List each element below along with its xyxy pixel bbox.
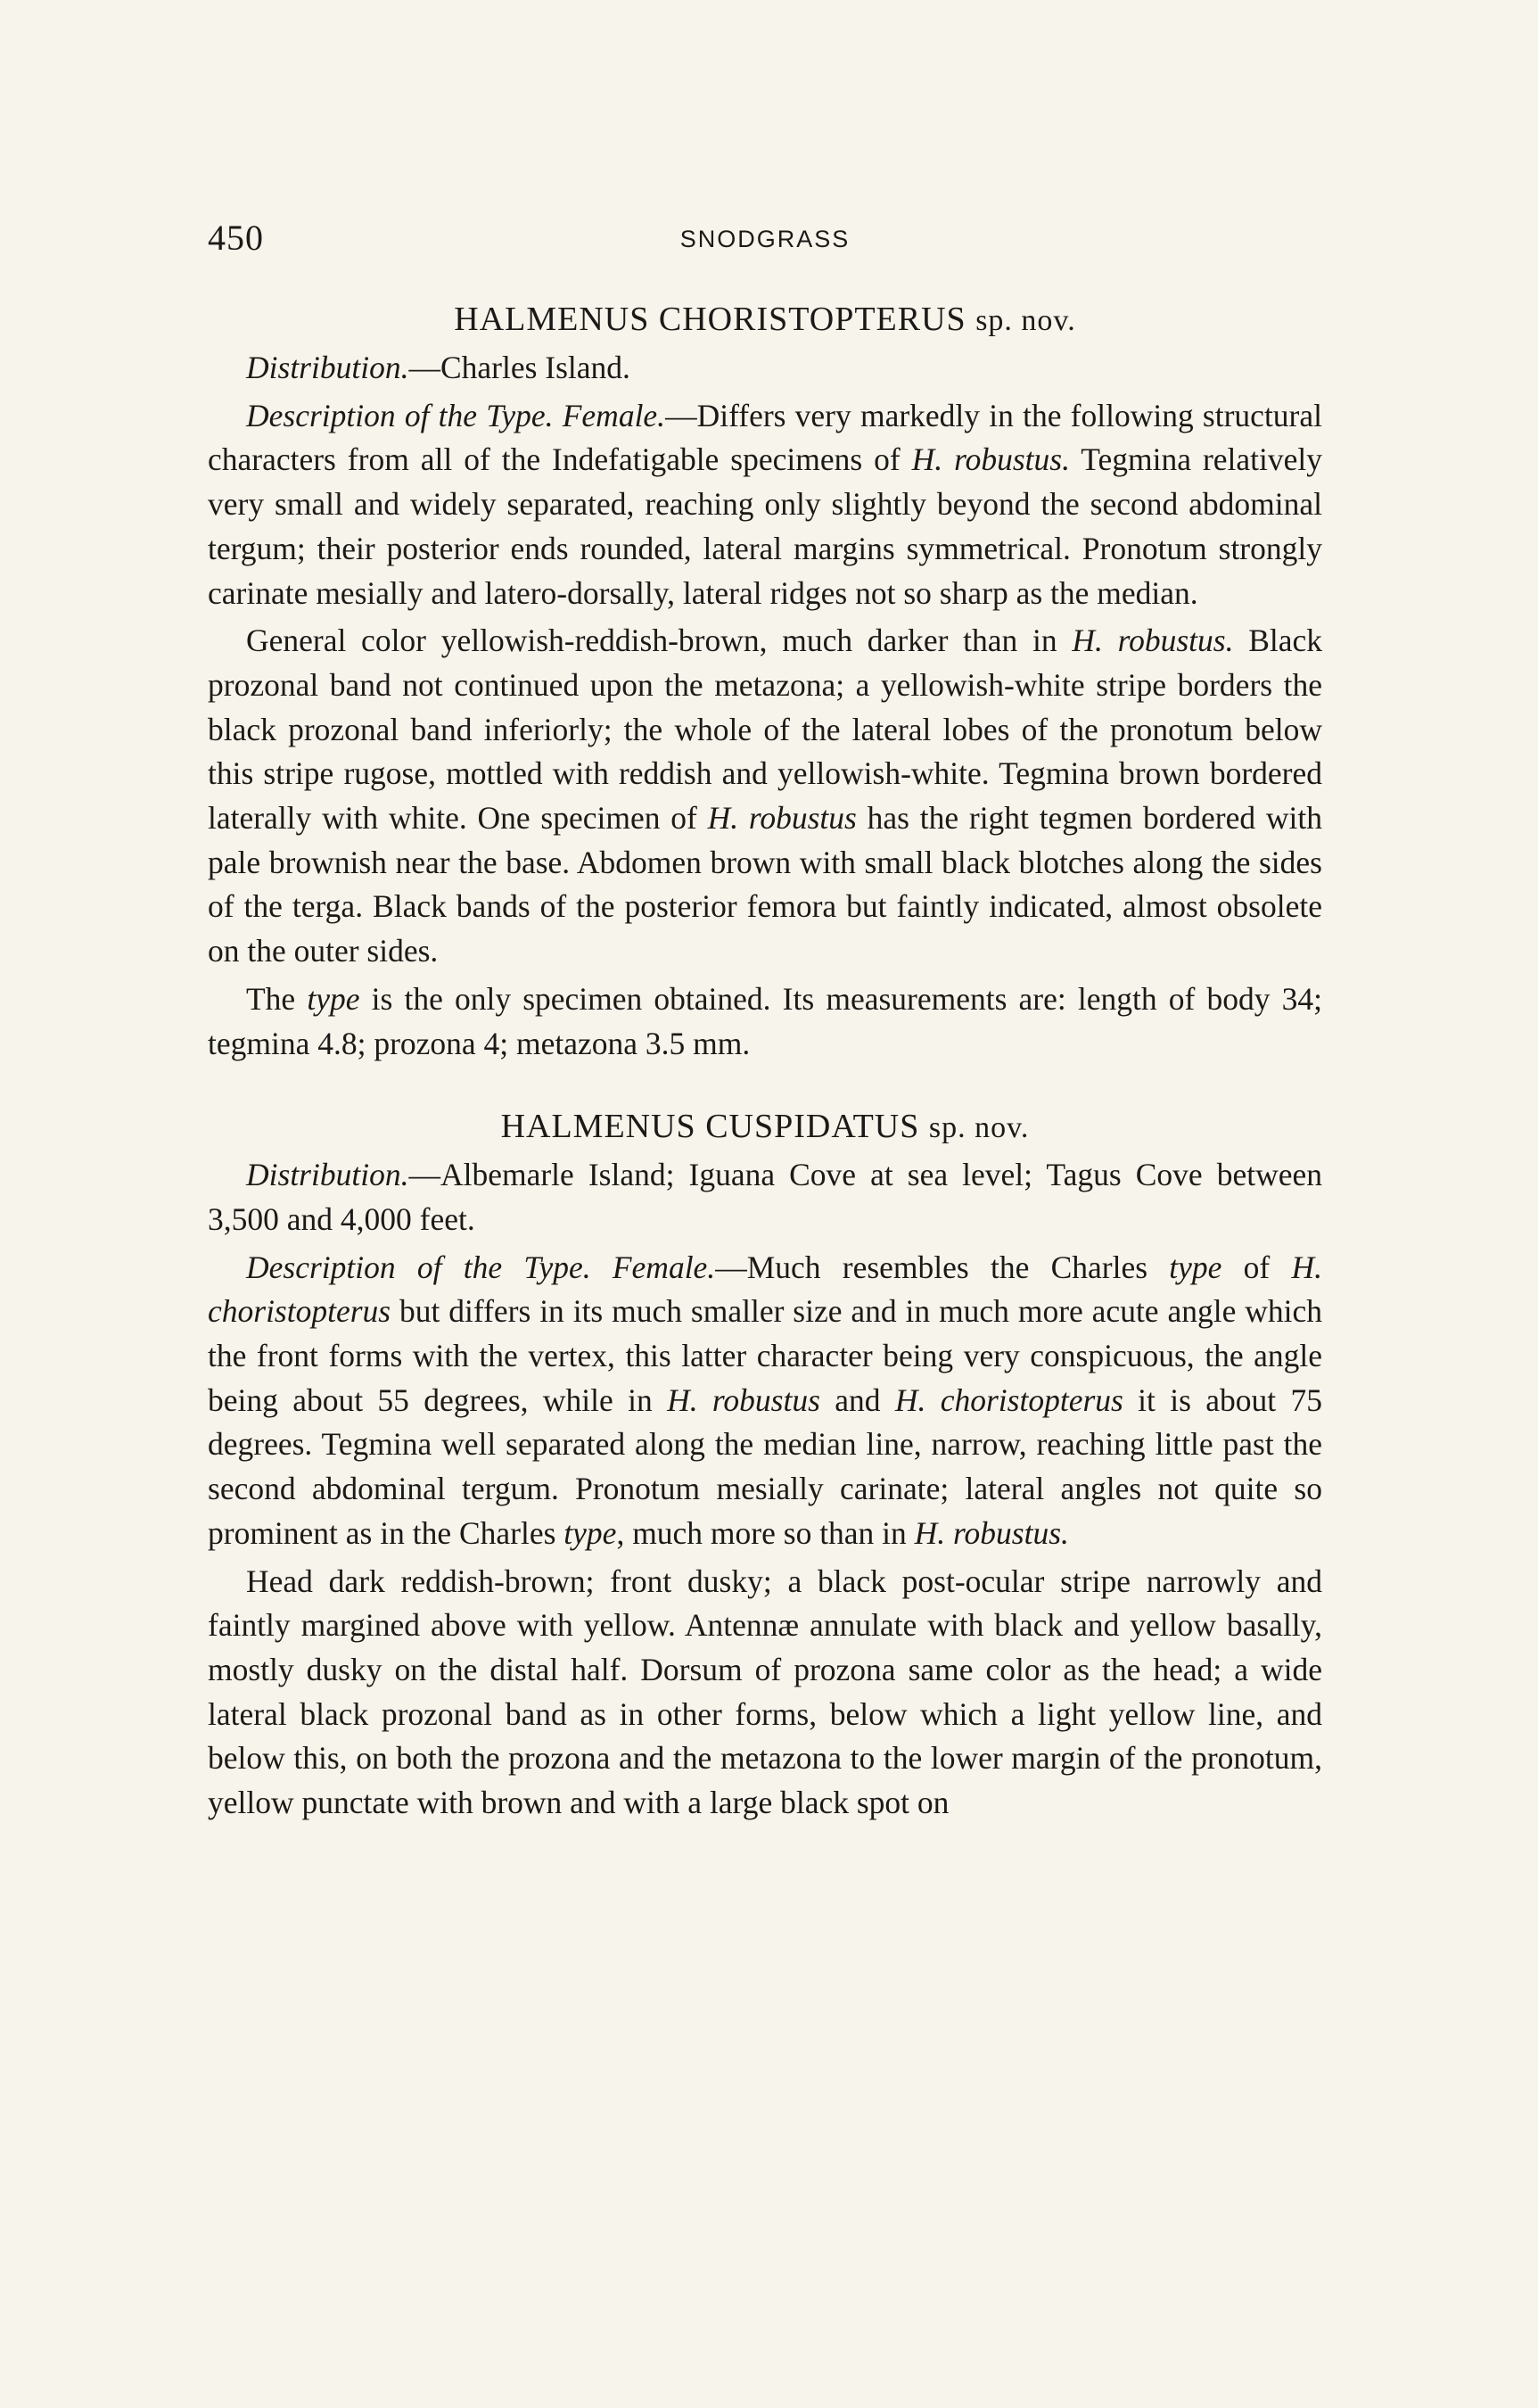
species-status: sp. nov. bbox=[975, 304, 1076, 337]
description-text: Tegmina relatively very small and widely separated, reaching only slightly beyond the second abdominal tergum; their posterior ends rounded, lateral margins symmetrical. Pronotum strongly carinate mesially and latero-dorsally, lateral ridges not so sharp as the median. bbox=[208, 441, 1322, 611]
taxon-name: H. robustus. bbox=[914, 1514, 1069, 1551]
description-text: —Much resembles the Charles bbox=[715, 1249, 1170, 1285]
description-label: Description of the Type. bbox=[246, 397, 554, 433]
distribution-text: —Charles Island. bbox=[408, 350, 630, 385]
species-name: HALMENUS CUSPIDATUS bbox=[500, 1108, 920, 1146]
taxon-name: H. choristopterus bbox=[894, 1381, 1123, 1418]
taxon-name: H. robustus bbox=[667, 1381, 820, 1418]
type-term: type bbox=[307, 980, 360, 1017]
species-name: HALMENUS CHORISTOPTERUS bbox=[454, 301, 966, 338]
head-color-paragraph bbox=[208, 1560, 1322, 1826]
taxon-name: H. robustus. bbox=[911, 441, 1070, 478]
measurements-paragraph bbox=[208, 977, 1322, 1066]
taxon-name: H. choristopterus bbox=[208, 1249, 1322, 1330]
distribution-label: Distribution. bbox=[246, 350, 409, 385]
page-header bbox=[208, 217, 1322, 261]
description-text: but differs in its much smaller size and in much more acute angle which the front forms with the vertex, this latter character being very conspicuous, the angle being about 55 degrees, while in bbox=[208, 1293, 1322, 1418]
description-text: of bbox=[1221, 1249, 1292, 1285]
species-heading-choristopterus bbox=[208, 294, 1322, 346]
running-head: SNODGRASS bbox=[679, 226, 851, 252]
type-term: type bbox=[563, 1514, 617, 1551]
sex-label: Female. bbox=[562, 397, 666, 433]
color-text: General color yellowish-reddish-brown, much darker than in bbox=[246, 623, 1073, 659]
sex-label: Female. bbox=[612, 1249, 716, 1285]
distribution-paragraph bbox=[208, 346, 1322, 391]
head-color-text: Head dark reddish-brown; front dusky; a black post-ocular stripe narrowly and faintly margined above with yellow. Antennæ annulate with black and yellow basally, mostly dusky on the distal half. Dorsum of prozona same color as the head; a wide lateral black prozonal band as in other forms, below which a light yellow line, and below this, on both the prozona and the metazona to the lower margin of the pronotum, yellow punctate with brown and with a large black spot on bbox=[208, 1563, 1322, 1821]
color-paragraph bbox=[208, 619, 1322, 974]
description-text: —Differs very markedly in the following structural characters from all of the Indefatigable specimens of bbox=[208, 397, 1322, 478]
description-text: it is about 75 degrees. Tegmina well separated along the median line, narrow, reaching little past the second abdominal tergum. Pronotum mesially carinate; lateral angles not quite so prominent as in the Charles bbox=[208, 1381, 1322, 1551]
distribution-paragraph bbox=[208, 1153, 1322, 1241]
taxon-name: H. robustus. bbox=[1072, 623, 1234, 659]
description-text: and bbox=[819, 1381, 895, 1418]
taxon-name: H. robustus bbox=[707, 800, 857, 837]
species-status: sp. nov. bbox=[928, 1111, 1030, 1145]
measurements-text: The bbox=[246, 980, 308, 1017]
description-paragraph bbox=[208, 394, 1322, 616]
species-heading-cuspidatus bbox=[208, 1101, 1322, 1153]
distribution-text: —Albemarle Island; Iguana Cove at sea level; Tagus Cove between 3,500 and 4,000 feet. bbox=[208, 1157, 1322, 1237]
page-number: 450 bbox=[208, 218, 264, 258]
type-term: type bbox=[1169, 1249, 1222, 1285]
body-text bbox=[208, 294, 1322, 1829]
description-label: Description of the Type. bbox=[246, 1249, 591, 1285]
description-paragraph bbox=[208, 1246, 1322, 1556]
distribution-label: Distribution. bbox=[246, 1157, 409, 1193]
description-text: , much more so than in bbox=[616, 1514, 915, 1551]
color-text: has the right tegmen bordered with pale brownish near the base. Abdomen brown with small black blotches along the sides of the terga. Black bands of the posterior femora but faintly indicated, almost obsolete on the outer sides. bbox=[208, 800, 1322, 969]
color-text: Black prozonal band not continued upon the metazona; a yellowish-white stripe borders the black prozonal band inferiorly; the whole of the lateral lobes of the pronotum below this stripe rugose, mottled with reddish and yellowish-white. Tegmina brown bordered laterally with white. One specimen of bbox=[208, 623, 1322, 837]
measurements-text: is the only specimen obtained. Its measurements are: length of body 34; tegmina 4.8; prozona 4; metazona 3.5 mm. bbox=[208, 980, 1322, 1061]
